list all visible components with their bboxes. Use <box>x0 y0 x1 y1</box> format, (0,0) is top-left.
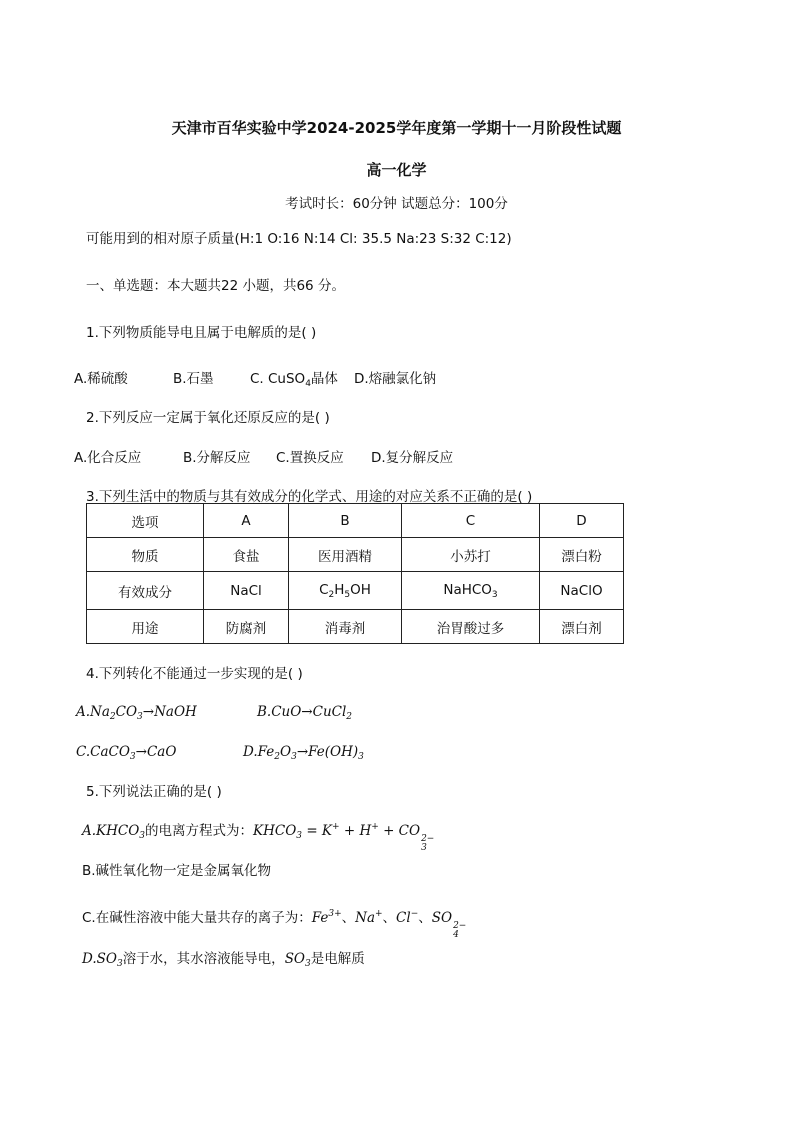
q1-option-d: D.熔融氯化钠 <box>354 371 437 387</box>
table-cell: 用途 <box>87 610 204 644</box>
q3-table <box>86 503 624 644</box>
q4-option-a: $A.Na_2CO_3\to NaOH$ <box>76 704 197 722</box>
table-cell: 防腐剂 <box>204 610 289 644</box>
q2-option-d: D.复分解反应 <box>371 450 454 466</box>
q4-option-c: C.CaCO$_3$→CaO <box>76 744 177 762</box>
table-row <box>87 572 624 610</box>
subject-title: 高一化学 <box>366 161 427 179</box>
table-cell: 漂白粉 <box>540 538 624 572</box>
table-row <box>87 610 624 644</box>
table-cell: 漂白剂 <box>540 610 624 644</box>
q3-stem: 3.下列生活中的物质与其有效成分的化学式、用途的对应关系不正确的是( ) <box>86 489 533 505</box>
q2-option-c: C.置换反应 <box>276 450 344 466</box>
table-cell: 治胃酸过多 <box>402 610 540 644</box>
exam-meta: 考试时长：60分钟 试题总分：100分 <box>285 196 508 212</box>
table-cell: 消毒剂 <box>289 610 402 644</box>
q2-stem: 2.下列反应一定属于氧化还原反应的是( ) <box>86 410 330 426</box>
table-cell: $C_2H_5OH$ <box>289 572 402 610</box>
q5-option-c: C.在碱性溶液中能大量共存的离子为：$Fe^{3+}$、Na+、Cl−、SO 2− 4 <box>82 909 467 940</box>
q5-stem: 5.下列说法正确的是( ) <box>86 784 222 800</box>
q4-option-d: $D.Fe_2O_3\to Fe(OH)_3$ <box>243 744 364 762</box>
table-cell: B <box>289 504 402 538</box>
q5-option-b: B.碱性氧化物一定是金属氧化物 <box>82 863 272 879</box>
q4-stem: 4.下列转化不能通过一步实现的是( ) <box>86 666 303 682</box>
table-cell: 食盐 <box>204 538 289 572</box>
table-cell: 物质 <box>87 538 204 572</box>
table-cell: 选项 <box>87 504 204 538</box>
table-cell: D <box>540 504 624 538</box>
atomic-masses: 可能用到的相对原子质量(H:1 O:16 N:14 Cl: 35.5 Na:23 S:32 C:12) <box>86 231 512 247</box>
q5-option-a: $A.KHCO_3$的电离方程式为：$KHCO_3 = K^+ + H^+$ + CO 2− 3 <box>82 822 435 853</box>
table-cell: A <box>204 504 289 538</box>
table-cell: 有效成分 <box>87 572 204 610</box>
table-row <box>87 504 624 538</box>
q4-option-b: B.CuO→CuCl$_2$ <box>257 704 353 722</box>
table-cell: C <box>402 504 540 538</box>
table-cell: NaHCO$_3$ <box>402 572 540 610</box>
table-cell: 小苏打 <box>402 538 540 572</box>
table-row <box>87 538 624 572</box>
q5-option-d: $D.SO_3$溶于水，其水溶液能导电，$SO_3$是电解质 <box>82 951 365 969</box>
q1-option-b: B.石墨 <box>173 371 214 387</box>
exam-title: 天津市百华实验中学2024-2025学年度第一学期十一月阶段性试题 <box>171 119 622 137</box>
table-cell: 医用酒精 <box>289 538 402 572</box>
table-cell: NaCl <box>204 572 289 610</box>
q1-stem: 1.下列物质能导电且属于电解质的是( ) <box>86 325 317 341</box>
table-cell: NaClO <box>540 572 624 610</box>
q1-option-c: C. CuSO$_4$晶体 <box>250 371 338 389</box>
q2-option-b: B.分解反应 <box>183 450 251 466</box>
q2-option-a: A.化合反应 <box>74 450 142 466</box>
q1-option-a: A.稀硫酸 <box>74 371 128 387</box>
section-heading: 一、单选题：本大题共22 小题，共66 分。 <box>86 278 345 294</box>
